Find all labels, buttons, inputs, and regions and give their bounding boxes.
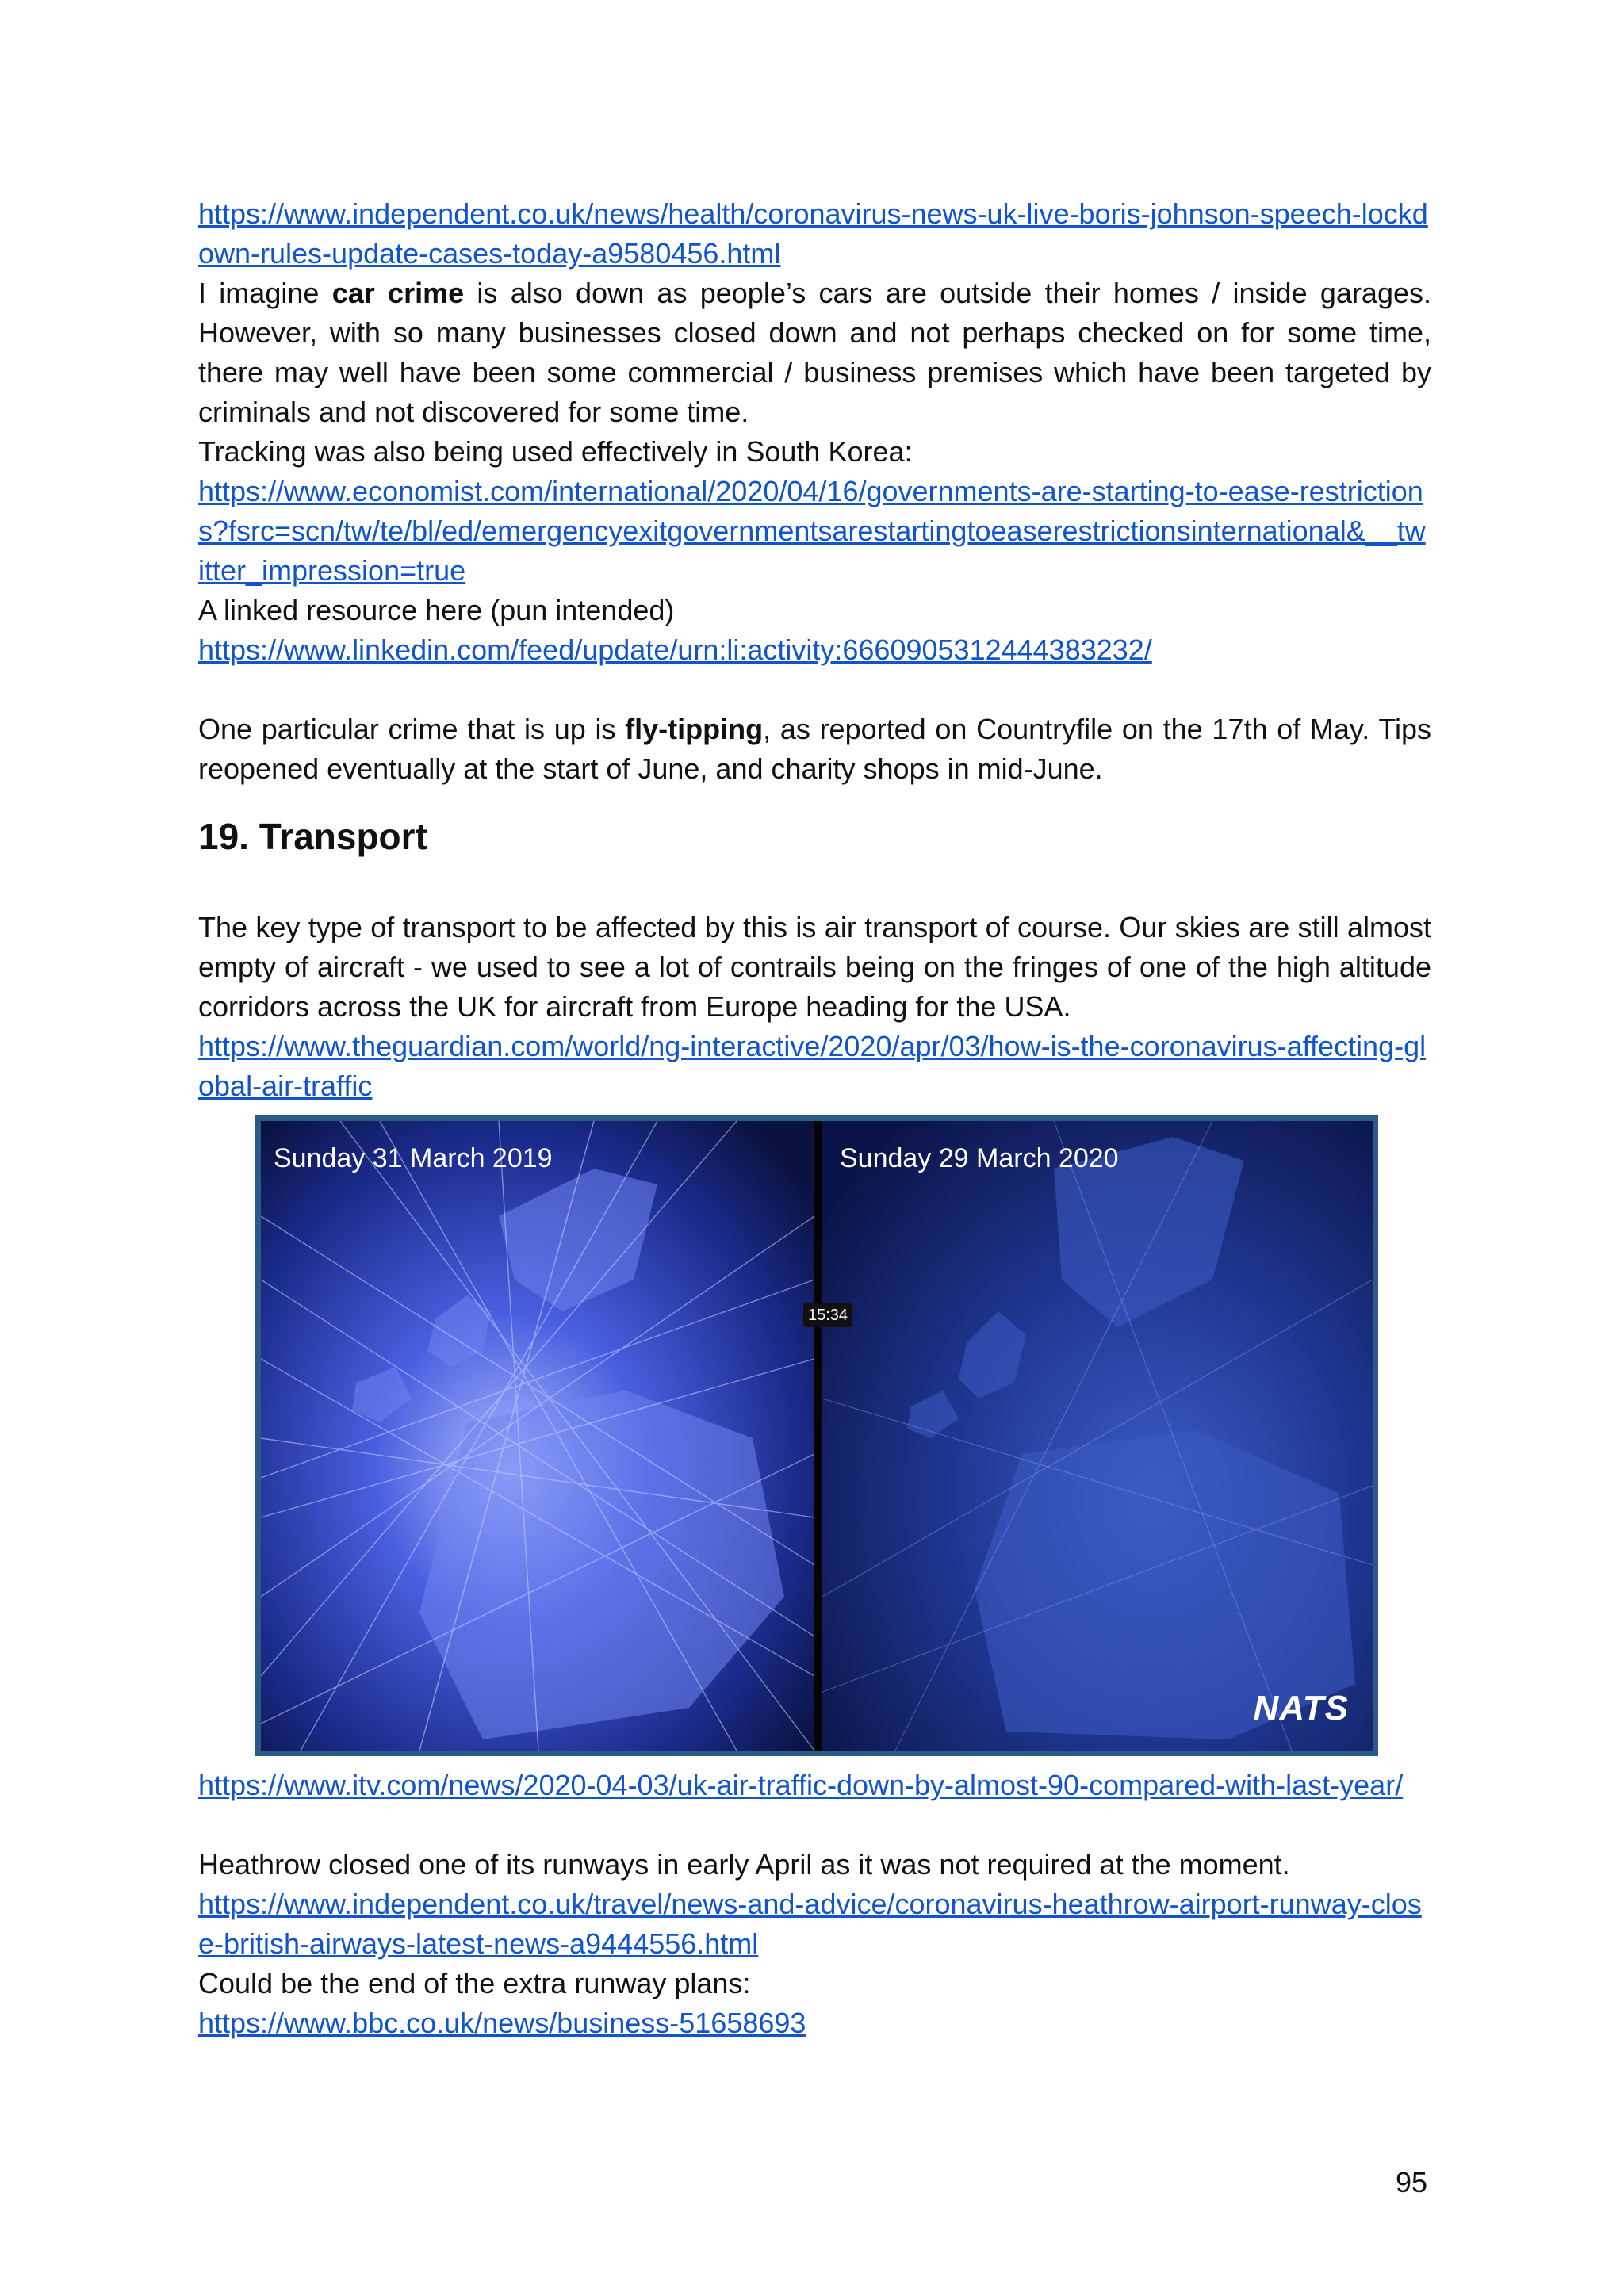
panel-divider: [814, 1121, 822, 1751]
car-crime-paragraph: [198, 274, 1431, 432]
flytipping-pre: One particular crime that is up is: [198, 713, 626, 745]
independent-heathrow-link[interactable]: https://www.independent.co.uk/travel/news-and-advice/coronavirus-heathrow-airport-runway-close-british-airways-latest-news-a9444556.html: [198, 1888, 1422, 1960]
car-crime-pre: I imagine: [198, 277, 332, 309]
link-guardian: [198, 1027, 1431, 1106]
spacer: [198, 670, 1431, 710]
left-panel-date-label: Sunday 31 March 2019: [274, 1143, 553, 1173]
link-bbc: [198, 2003, 1431, 2043]
spacer: [198, 1805, 1431, 1845]
transport-paragraph: The key type of transport to be affected by this is air transport of course. Our skies are still almost empty of aircraft - we used to see a lot of contrails being on the fringes of one of the high altitude corridors across the UK for aircraft from Europe heading for the USA.: [198, 911, 1431, 1023]
bbc-link[interactable]: https://www.bbc.co.uk/news/business-51658693: [198, 2007, 806, 2039]
flytipping-paragraph: [198, 710, 1431, 789]
guardian-link[interactable]: https://www.theguardian.com/world/ng-interactive/2020/apr/03/how-is-the-coronavirus-affecting-global-air-traffic: [198, 1030, 1427, 1102]
linkedin-link[interactable]: https://www.linkedin.com/feed/update/urn:li:activity:6660905312444383232/: [198, 633, 1152, 666]
time-badge: 15:34: [803, 1303, 852, 1327]
economist-link[interactable]: https://www.economist.com/international/2020/04/16/governments-are-starting-to-ease-restrictions?fsrc=scn/tw/te/bl/ed/emergencyexitgovernmentsarestartingtoeaserestrictionsinternational&__twitter_impression=true: [198, 475, 1426, 587]
document-page: [198, 194, 1431, 2043]
tracking-text: Tracking was also being used effectively in South Korea:: [198, 435, 913, 468]
heathrow-text: Heathrow closed one of its runways in early April as it was not required at the moment.: [198, 1848, 1290, 1881]
car-crime-post: is also down as people’s cars are outside their homes / inside garages. However, with so many businesses closed down and not perhaps checked on for some time, there may well have been some commercial / business premises which have been targeted by criminals and not discovered for some time.: [198, 277, 1431, 428]
nats-logo: NATS: [1253, 1689, 1349, 1728]
linked-resource-text: A linked resource here (pun intended): [198, 594, 675, 626]
link-economist: [198, 472, 1431, 591]
link-linkedin: [198, 630, 1431, 670]
link-independent-speech: [198, 194, 1431, 274]
right-panel-date-label: Sunday 29 March 2020: [840, 1143, 1119, 1173]
flytipping-post: , as reported on Countryfile on the 17th of May. Tips reopened eventually at the start of June, and charity shops in mid-June.: [198, 713, 1431, 785]
section-heading: 19. Transport: [198, 816, 427, 857]
page-number: 95: [1396, 2166, 1428, 2198]
air-traffic-comparison-image: [255, 1115, 1378, 1756]
link-itv: [198, 1766, 1431, 1805]
car-crime-bold: car crime: [331, 277, 465, 309]
air-traffic-map-graphic: [261, 1121, 1373, 1751]
runway-text: Could be the end of the extra runway plans:: [198, 1967, 751, 1999]
itv-link[interactable]: https://www.itv.com/news/2020-04-03/uk-air-traffic-down-by-almost-90-compared-with-last-year/: [198, 1769, 1404, 1801]
flytipping-bold: fly-tipping: [625, 713, 764, 745]
independent-speech-link[interactable]: https://www.independent.co.uk/news/health/coronavirus-news-uk-live-boris-johnson-speech-lockdown-rules-update-cases-today-a9580456.html: [198, 197, 1428, 270]
link-independent-heathrow: [198, 1885, 1431, 1964]
